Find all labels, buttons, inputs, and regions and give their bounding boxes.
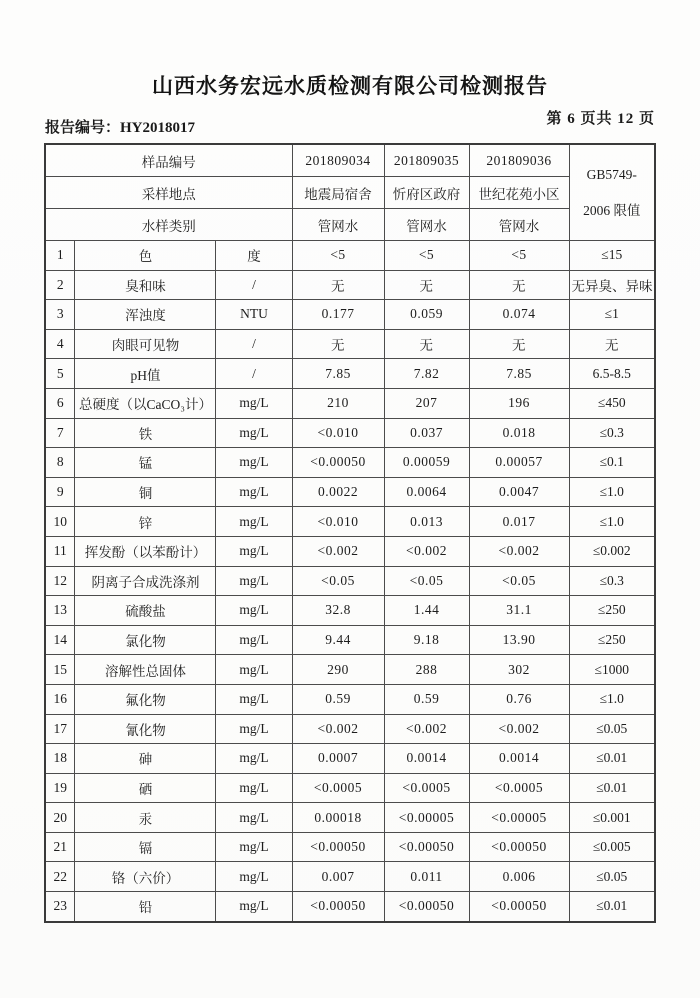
limit-value: ≤1 — [569, 300, 655, 330]
sample2-value: 1.44 — [384, 596, 469, 626]
row-number: 3 — [45, 300, 75, 330]
parameter-unit: mg/L — [216, 773, 292, 803]
row-number: 11 — [45, 536, 75, 566]
row-number: 12 — [45, 566, 75, 596]
limit-value: ≤0.002 — [569, 536, 655, 566]
sample1-value: 0.0007 — [292, 744, 384, 774]
sample2-value: 207 — [384, 388, 469, 418]
sample3-value: 7.85 — [469, 359, 569, 389]
row-number: 16 — [45, 684, 75, 714]
table-row — [45, 418, 655, 448]
parameter-unit: mg/L — [216, 684, 292, 714]
table-row — [45, 536, 655, 566]
parameter-unit: / — [216, 359, 292, 389]
parameter-unit: mg/L — [216, 536, 292, 566]
limit-value: ≤0.001 — [569, 803, 655, 833]
sample3-value: <5 — [469, 241, 569, 271]
parameter-name: 锰 — [75, 448, 216, 478]
parameter-name: 硫酸盐 — [75, 596, 216, 626]
sample3-value: 196 — [469, 388, 569, 418]
header-row-sample-type — [45, 209, 655, 241]
parameter-name: 铬（六价） — [75, 862, 216, 892]
sample2-value: 0.059 — [384, 300, 469, 330]
sample2-value: 无 — [384, 270, 469, 300]
parameter-name: 溶解性总固体 — [75, 655, 216, 685]
sample1-value: 9.44 — [292, 625, 384, 655]
sample3-value: 0.00057 — [469, 448, 569, 478]
row-number: 2 — [45, 270, 75, 300]
results-body — [45, 241, 655, 922]
sample1-value: 0.00018 — [292, 803, 384, 833]
sample3-value: 无 — [469, 329, 569, 359]
table-row — [45, 744, 655, 774]
sample2-type: 管网水 — [384, 209, 469, 241]
sample2-id: 201809035 — [384, 144, 469, 177]
table-row — [45, 477, 655, 507]
sample3-value: <0.0005 — [469, 773, 569, 803]
row-number: 1 — [45, 241, 75, 271]
parameter-unit: mg/L — [216, 862, 292, 892]
sample1-value: <0.00050 — [292, 832, 384, 862]
row-number: 13 — [45, 596, 75, 626]
row-number: 4 — [45, 329, 75, 359]
limit-value: 6.5-8.5 — [569, 359, 655, 389]
header-label-sample-type: 水样类别 — [45, 209, 292, 241]
table-row — [45, 803, 655, 833]
sample2-value: 0.0014 — [384, 744, 469, 774]
sample1-value: 290 — [292, 655, 384, 685]
row-number: 8 — [45, 448, 75, 478]
sample1-value: <0.0005 — [292, 773, 384, 803]
table-row — [45, 655, 655, 685]
sample2-value: <0.002 — [384, 536, 469, 566]
sample1-value: 0.0022 — [292, 477, 384, 507]
parameter-unit: mg/L — [216, 448, 292, 478]
parameter-name: 砷 — [75, 744, 216, 774]
row-number: 7 — [45, 418, 75, 448]
table-row — [45, 270, 655, 300]
sample3-value: 31.1 — [469, 596, 569, 626]
sample3-site: 世纪花苑小区 — [469, 177, 569, 209]
limit-value: 无 — [569, 329, 655, 359]
parameter-unit: mg/L — [216, 803, 292, 833]
limit-value: ≤1.0 — [569, 684, 655, 714]
sample2-value: 288 — [384, 655, 469, 685]
row-number: 20 — [45, 803, 75, 833]
limit-value: ≤250 — [569, 625, 655, 655]
row-number: 15 — [45, 655, 75, 685]
sample3-value: 0.017 — [469, 507, 569, 537]
limit-standard-line2: 2006 限值 — [583, 202, 641, 218]
sample1-value: <0.00050 — [292, 448, 384, 478]
table-row — [45, 329, 655, 359]
parameter-unit: mg/L — [216, 625, 292, 655]
parameter-name: 色 — [75, 241, 216, 271]
sample1-value: 0.007 — [292, 862, 384, 892]
parameter-name: 氯化物 — [75, 625, 216, 655]
sample1-id: 201809034 — [292, 144, 384, 177]
parameter-name: 锌 — [75, 507, 216, 537]
sample3-type: 管网水 — [469, 209, 569, 241]
results-table — [44, 143, 656, 923]
page-indicator: 第 6 页共 12 页 — [546, 111, 655, 127]
parameter-unit: mg/L — [216, 477, 292, 507]
sample3-value: 0.0014 — [469, 744, 569, 774]
parameter-name: 阴离子合成洗涤剂 — [75, 566, 216, 596]
table-row — [45, 832, 655, 862]
limit-value: ≤0.01 — [569, 773, 655, 803]
row-number: 9 — [45, 477, 75, 507]
table-row — [45, 862, 655, 892]
sample1-value: <0.010 — [292, 418, 384, 448]
table-row — [45, 359, 655, 389]
table-row — [45, 625, 655, 655]
row-number: 18 — [45, 744, 75, 774]
limit-value: ≤0.005 — [569, 832, 655, 862]
sample2-value: 0.011 — [384, 862, 469, 892]
table-row — [45, 714, 655, 744]
table-header — [45, 144, 655, 241]
table-row — [45, 773, 655, 803]
parameter-unit: mg/L — [216, 507, 292, 537]
parameter-name: 氰化物 — [75, 714, 216, 744]
parameter-name: 铁 — [75, 418, 216, 448]
sample2-value: <0.00005 — [384, 803, 469, 833]
parameter-unit: 度 — [216, 241, 292, 271]
parameter-unit: mg/L — [216, 596, 292, 626]
sample1-value: <0.00050 — [292, 892, 384, 922]
sample3-value: <0.00050 — [469, 892, 569, 922]
limit-value: 无异臭、异味 — [569, 270, 655, 300]
sample2-value: 0.00059 — [384, 448, 469, 478]
sample2-value: 7.82 — [384, 359, 469, 389]
sample2-value: 0.0064 — [384, 477, 469, 507]
report-number: 报告编号：HY2018017 — [45, 120, 196, 136]
parameter-name: 挥发酚（以苯酚计） — [75, 536, 216, 566]
sample1-value: 0.177 — [292, 300, 384, 330]
sample1-value: <0.002 — [292, 714, 384, 744]
meta-row — [45, 111, 655, 137]
limit-value: ≤0.1 — [569, 448, 655, 478]
sample3-value: 无 — [469, 270, 569, 300]
parameter-unit: mg/L — [216, 744, 292, 774]
parameter-name: 肉眼可见物 — [75, 329, 216, 359]
sample1-site: 地震局宿舍 — [292, 177, 384, 209]
limit-value: ≤0.3 — [569, 418, 655, 448]
sample2-site: 忻府区政府 — [384, 177, 469, 209]
row-number: 19 — [45, 773, 75, 803]
row-number: 17 — [45, 714, 75, 744]
parameter-unit: mg/L — [216, 566, 292, 596]
limit-value: ≤0.05 — [569, 862, 655, 892]
sample3-value: 0.018 — [469, 418, 569, 448]
limit-value: ≤450 — [569, 388, 655, 418]
table-row — [45, 892, 655, 922]
row-number: 21 — [45, 832, 75, 862]
limit-value: ≤0.3 — [569, 566, 655, 596]
parameter-name: 氟化物 — [75, 684, 216, 714]
row-number: 23 — [45, 892, 75, 922]
parameter-unit: / — [216, 329, 292, 359]
limit-value: ≤0.05 — [569, 714, 655, 744]
sample3-value: 13.90 — [469, 625, 569, 655]
parameter-unit: mg/L — [216, 418, 292, 448]
sample1-value: <0.05 — [292, 566, 384, 596]
sample1-value: 无 — [292, 329, 384, 359]
sample2-value: <5 — [384, 241, 469, 271]
header-label-sampling-site: 采样地点 — [45, 177, 292, 209]
row-number: 14 — [45, 625, 75, 655]
sample3-value: 0.76 — [469, 684, 569, 714]
sample3-value: <0.05 — [469, 566, 569, 596]
row-number: 22 — [45, 862, 75, 892]
sample2-value: 无 — [384, 329, 469, 359]
limit-standard-line1: GB5749- — [586, 167, 637, 182]
header-row-sample-id — [45, 144, 655, 177]
sample2-value: 0.013 — [384, 507, 469, 537]
parameter-name: 臭和味 — [75, 270, 216, 300]
parameter-name: 汞 — [75, 803, 216, 833]
sample3-value: 0.006 — [469, 862, 569, 892]
sample1-value: <0.002 — [292, 536, 384, 566]
limit-value: ≤0.01 — [569, 744, 655, 774]
sample2-value: <0.05 — [384, 566, 469, 596]
table-row — [45, 388, 655, 418]
limit-value: ≤1000 — [569, 655, 655, 685]
sample2-value: <0.00050 — [384, 832, 469, 862]
table-row — [45, 448, 655, 478]
sample2-value: <0.0005 — [384, 773, 469, 803]
row-number: 6 — [45, 388, 75, 418]
sample3-id: 201809036 — [469, 144, 569, 177]
limit-value: ≤1.0 — [569, 477, 655, 507]
parameter-name: 硒 — [75, 773, 216, 803]
sample3-value: <0.002 — [469, 714, 569, 744]
sample1-value: 无 — [292, 270, 384, 300]
sample2-value: 9.18 — [384, 625, 469, 655]
table-row — [45, 241, 655, 271]
sample2-value: 0.037 — [384, 418, 469, 448]
sample3-value: <0.00005 — [469, 803, 569, 833]
parameter-unit: mg/L — [216, 655, 292, 685]
limit-value: ≤250 — [569, 596, 655, 626]
sample2-value: <0.00050 — [384, 892, 469, 922]
limit-value: ≤1.0 — [569, 507, 655, 537]
sample2-value: <0.002 — [384, 714, 469, 744]
sample2-value: 0.59 — [384, 684, 469, 714]
table-row — [45, 566, 655, 596]
sample1-value: <5 — [292, 241, 384, 271]
sample3-value: <0.00050 — [469, 832, 569, 862]
sample3-value: <0.002 — [469, 536, 569, 566]
sample3-value: 0.0047 — [469, 477, 569, 507]
parameter-name: 总硬度（以CaCO₃计） — [75, 388, 216, 418]
table-row — [45, 507, 655, 537]
row-number: 5 — [45, 359, 75, 389]
sample1-value: 210 — [292, 388, 384, 418]
parameter-name: 铜 — [75, 477, 216, 507]
sample1-value: 0.59 — [292, 684, 384, 714]
parameter-name: 铅 — [75, 892, 216, 922]
sample1-value: <0.010 — [292, 507, 384, 537]
sample1-value: 7.85 — [292, 359, 384, 389]
limit-value: ≤15 — [569, 241, 655, 271]
parameter-name: pH值 — [75, 359, 216, 389]
parameter-unit: mg/L — [216, 388, 292, 418]
header-label-sample-id: 样品编号 — [45, 144, 292, 177]
sample3-value: 0.074 — [469, 300, 569, 330]
page-title: 山西水务宏远水质检测有限公司检测报告 — [152, 74, 548, 98]
parameter-unit: mg/L — [216, 832, 292, 862]
parameter-unit: NTU — [216, 300, 292, 330]
sample1-value: 32.8 — [292, 596, 384, 626]
table-row — [45, 596, 655, 626]
header-limit-standard — [569, 144, 655, 241]
limit-value: ≤0.01 — [569, 892, 655, 922]
sample3-value: 302 — [469, 655, 569, 685]
parameter-unit: mg/L — [216, 892, 292, 922]
sample1-type: 管网水 — [292, 209, 384, 241]
row-number: 10 — [45, 507, 75, 537]
parameter-unit: / — [216, 270, 292, 300]
parameter-unit: mg/L — [216, 714, 292, 744]
parameter-name: 镉 — [75, 832, 216, 862]
table-row — [45, 684, 655, 714]
table-row — [45, 300, 655, 330]
header-row-sampling-site — [45, 177, 655, 209]
parameter-name: 浑浊度 — [75, 300, 216, 330]
